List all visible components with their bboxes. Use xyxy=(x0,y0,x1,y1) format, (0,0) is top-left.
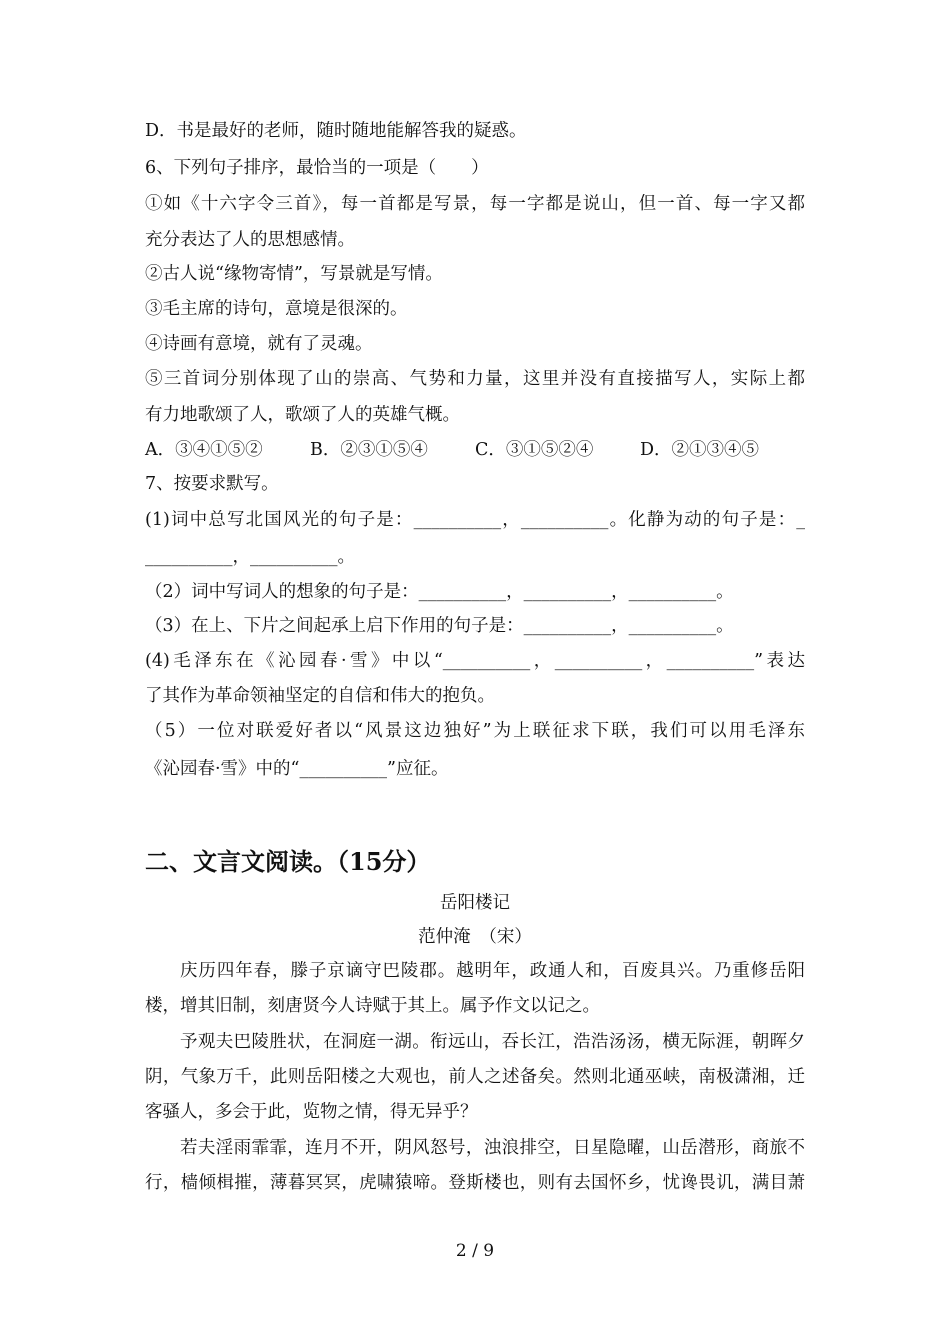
q6-option-a: A．③④①⑤② xyxy=(145,440,263,460)
passage-line: 予观夫巴陵胜状，在洞庭一湖。衔远山，吞长江，浩浩汤汤，横无际涯，朝晖夕 xyxy=(180,1032,805,1052)
q5-option-d: D．书是最好的老师，随时随地能解答我的疑惑。 xyxy=(145,121,527,141)
q7-part-1: (1)词中总写北国风光的句子是：__________，__________。化静为动的句子是：_ xyxy=(145,510,805,530)
q6-option-c: C．③①⑤②④ xyxy=(475,440,594,460)
q6-options xyxy=(145,439,805,461)
q7-part-5-cont: 《沁园春·雪》中的“__________”应征。 xyxy=(145,759,449,779)
passage-line: 阴，气象万千，此则岳阳楼之大观也，前人之述备矣。然则北通巫峡，南极潇湘，迁 xyxy=(145,1067,805,1087)
page-number: 2 / 9 xyxy=(455,1241,495,1261)
q7-part-3: （3）在上、下片之间起承上启下作用的句子是：__________，__________。 xyxy=(145,616,734,636)
q7-part-4-cont: 了其作为革命领袖坚定的自信和伟大的抱负。 xyxy=(145,686,495,706)
q6-sentence-5: ⑤三首词分别体现了山的崇高、气势和力量，这里并没有直接描写人，实际上都 xyxy=(145,369,805,389)
passage-author: 范仲淹 （宋） xyxy=(418,927,532,947)
q6-sentence-1-cont: 充分表达了人的思想感情。 xyxy=(145,230,355,250)
q7-stem: 7、按要求默写。 xyxy=(145,474,279,494)
q6-sentence-4: ④诗画有意境，就有了灵魂。 xyxy=(145,334,373,354)
q6-sentence-2: ②古人说“缘物寄情”，写景就是写情。 xyxy=(145,264,443,284)
passage-title: 岳阳楼记 xyxy=(440,893,510,913)
q6-option-d: D．②①③④⑤ xyxy=(640,440,760,460)
passage-line: 楼，增其旧制，刻唐贤今人诗赋于其上。属予作文以记之。 xyxy=(145,996,600,1016)
passage-line: 客骚人，多会于此，览物之情，得无异乎？ xyxy=(145,1102,478,1122)
q6-stem: 6、下列句子排序，最恰当的一项是（ ） xyxy=(145,158,489,178)
passage-line: 行，樯倾楫摧，薄暮冥冥，虎啸猿啼。登斯楼也，则有去国怀乡，忧谗畏讥，满目萧 xyxy=(145,1173,805,1193)
q7-part-2: （2）词中写词人的想象的句子是：__________，__________，__________。 xyxy=(145,582,734,602)
q6-sentence-3: ③毛主席的诗句，意境是很深的。 xyxy=(145,299,408,319)
q7-part-1-cont: __________，__________。 xyxy=(145,547,355,567)
q7-part-5: （5）一位对联爱好者以“风景这边独好”为上联征求下联，我们可以用毛泽东 xyxy=(145,721,805,741)
q6-option-b: B．②③①⑤④ xyxy=(310,440,428,460)
section-heading: 二、文言文阅读。（15分） xyxy=(145,847,431,876)
q6-sentence-1: ①如《十六字令三首》，每一首都是写景，每一字都是说山，但一首、每一字又都 xyxy=(145,194,805,214)
q6-sentence-5-cont: 有力地歌颂了人，歌颂了人的英雄气概。 xyxy=(145,405,460,425)
passage-line: 庆历四年春，滕子京谪守巴陵郡。越明年，政通人和，百废具兴。乃重修岳阳 xyxy=(180,961,805,981)
passage-line: 若夫淫雨霏霏，连月不开，阴风怒号，浊浪排空，日星隐曜，山岳潜形，商旅不 xyxy=(180,1138,805,1158)
q7-part-4: (4)毛泽东在《沁园春·雪》中以“__________，__________，__________”表达 xyxy=(145,651,805,671)
